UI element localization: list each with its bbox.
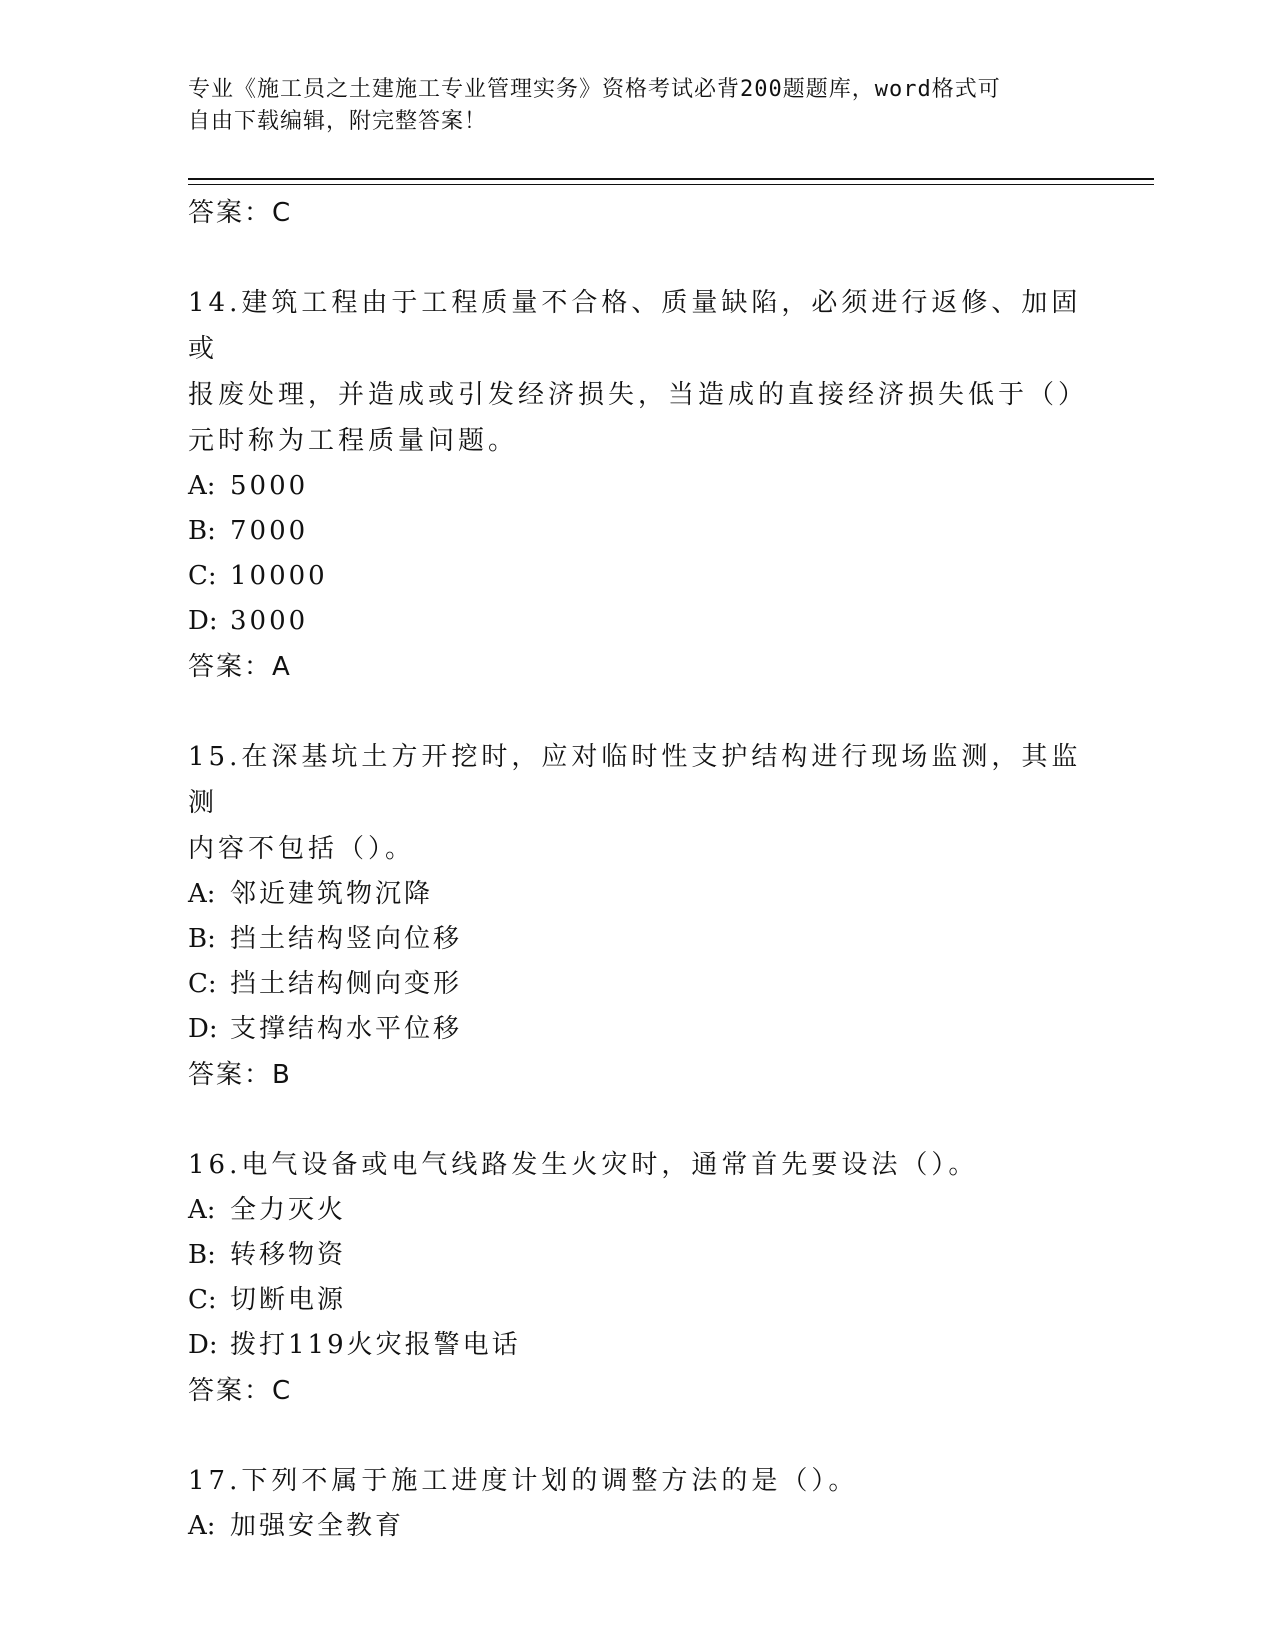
option-b [188,1233,1088,1278]
option-c [188,962,1088,1007]
question-text-line: 14.建筑工程由于工程质量不合格、质量缺陷，必须进行返修、加固或 [188,288,1082,364]
option-text: 邻近建筑物沉降 [230,879,434,909]
option-text: 5000 [230,471,309,501]
option-a [188,1188,1088,1233]
answer-line: 答案：C [188,1376,293,1406]
option-a [188,464,1088,509]
option-key: A: [188,1511,216,1541]
option-key: D: [188,606,218,636]
question-text-line: 元时称为工程质量问题。 [188,426,519,456]
question-text-line: 17.下列不属于施工进度计划的调整方法的是（）。 [188,1466,859,1496]
option-key: A: [188,879,216,909]
option-key: B: [188,924,216,954]
option-text: 10000 [230,561,328,591]
option-key: B: [188,516,216,546]
header-divider-thick [188,178,1154,180]
question-text-line: 报废处理，并造成或引发经济损失，当造成的直接经济损失低于（） [188,380,1089,410]
option-key: D: [188,1330,218,1360]
question-text-line: 内容不包括（）。 [188,834,416,864]
option-c [188,554,1088,599]
answer-line: 答案：A [188,652,292,682]
header-line-1: 专业《施工员之土建施工专业管理实务》资格考试必背200题题库，word格式可 [188,77,1001,102]
option-text: 7000 [230,516,309,546]
question-14 [188,280,1088,690]
option-b [188,509,1088,554]
option-text: 支撑结构水平位移 [230,1014,463,1044]
option-key: A: [188,1195,216,1225]
option-text: 加强安全教育 [230,1511,405,1541]
question-16 [188,1142,1088,1414]
option-key: C: [188,969,217,999]
option-b [188,917,1088,962]
document-header [188,74,1088,138]
header-line-2: 自由下载编辑，附完整答案！ [188,109,488,134]
option-key: D: [188,1014,218,1044]
header-divider-thin [188,184,1154,185]
option-a [188,1504,1088,1549]
question-text-line: 16.电气设备或电气线路发生火灾时，通常首先要设法（）。 [188,1150,979,1180]
option-text: 全力灭火 [230,1195,347,1225]
question-15 [188,734,1088,1098]
option-a [188,872,1088,917]
option-d [188,1007,1088,1052]
option-text: 3000 [230,606,309,636]
option-text: 切断电源 [230,1285,347,1315]
answer-line: 答案：B [188,1060,292,1090]
option-d [188,599,1088,644]
option-key: C: [188,1285,217,1315]
option-key: C: [188,561,217,591]
answer-line: 答案：C [188,198,293,228]
document-content [188,190,1088,1549]
option-key: A: [188,471,216,501]
option-key: B: [188,1240,216,1270]
option-text: 拨打119火灾报警电话 [230,1330,521,1360]
option-text: 转移物资 [230,1240,347,1270]
option-c [188,1278,1088,1323]
option-d [188,1323,1088,1368]
question-text-line: 15.在深基坑土方开挖时，应对临时性支护结构进行现场监测，其监测 [188,742,1082,818]
question-17 [188,1458,1088,1549]
option-text: 挡土结构竖向位移 [230,924,463,954]
option-text: 挡土结构侧向变形 [230,969,463,999]
